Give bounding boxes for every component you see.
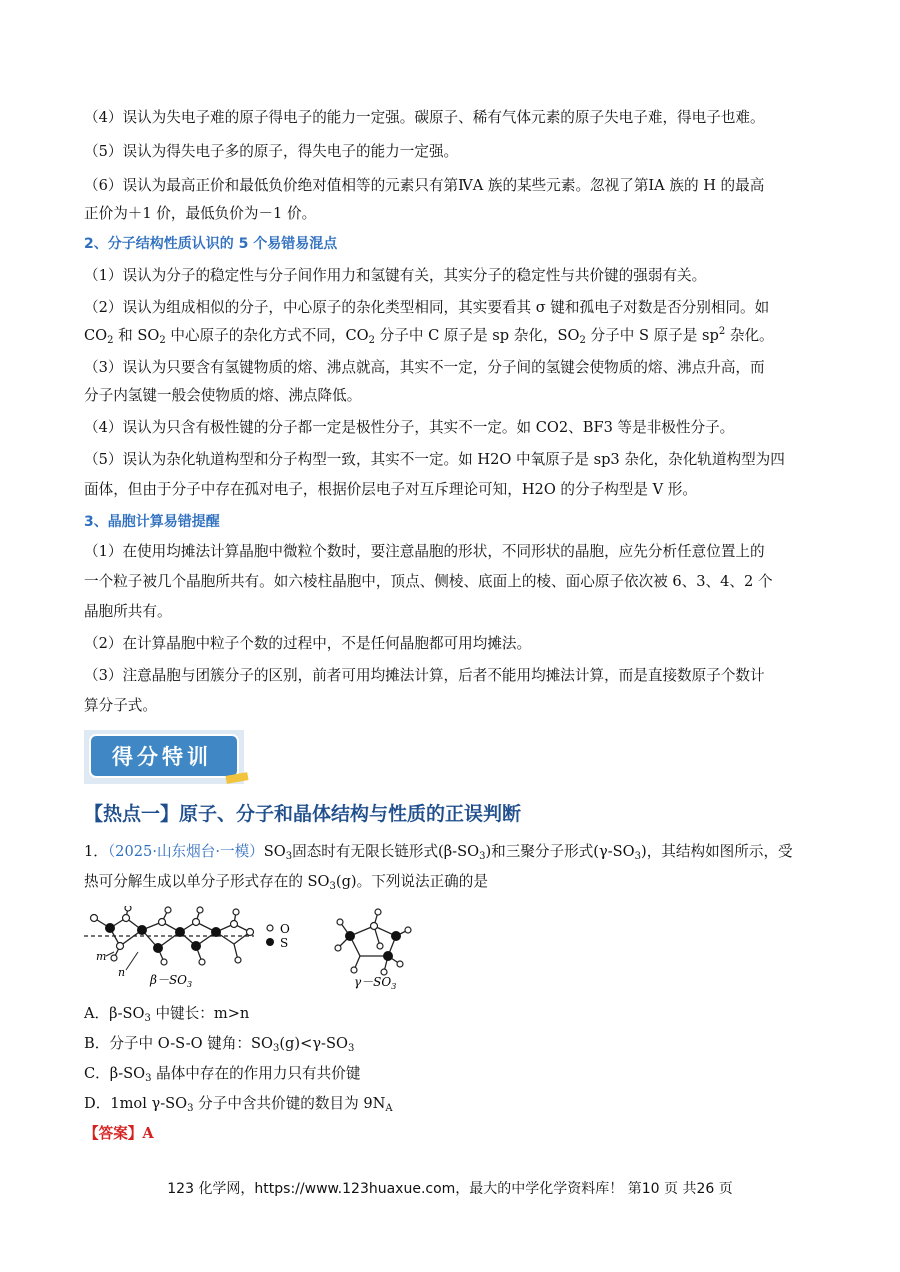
arrow-n: [126, 952, 138, 970]
mistake-item-4: （4）误认为失电子难的原子得电子的能力一定强。碳原子、稀有气体元素的原子失电子难，得电子也难。: [84, 109, 765, 126]
section-2-item-3-line1: （3）误认为只要含有氢键物质的熔、沸点就高，其实不一定，分子间的氢键会使物质的熔、沸点升高，而: [84, 359, 765, 376]
hotspot-title: 【热点一】原子、分子和晶体结构与性质的正误判断: [84, 803, 522, 825]
section-3-item-3-line1: （3）注意晶胞与团簇分子的区别，前者可用均摊法计算，后者不能用均摊法计算，而是直接数原子个数计: [84, 667, 765, 684]
section-3-item-1-line1: （1）在使用均摊法计算晶胞中微粒个数时，要注意晶胞的形状，不同形状的晶胞，应先分析任意位置上的: [84, 543, 765, 560]
mistake-item-6-line2: 正价为＋1 价，最低负价为－1 价。: [84, 205, 317, 222]
section-2-item-2-line1: （2）误认为组成相似的分子，中心原子的杂化类型相同，其实要看其 σ 键和孤电子对数是否分别相同。如: [84, 299, 770, 316]
section-3-item-1-line3: 晶胞所共有。: [84, 603, 172, 620]
legend-s-label: S: [280, 936, 289, 950]
so3-structure-figure: [84, 906, 424, 990]
answer-line: [84, 1124, 824, 1144]
chain-upper: [94, 918, 250, 932]
option-b: B．分子中 O-S-O 键角：$SO_3(g)<\gamma-SO_3$: [84, 1035, 355, 1054]
question-1-stem-line2: 热可分解生成以单分子形式存在的 $SO_3(g)$。下列说法正确的是: [84, 873, 488, 892]
section-2-item-3-line2: 分子内氢键一般会使物质的熔、沸点降低。: [84, 387, 362, 404]
score-training-banner: [84, 730, 250, 784]
section-3-item-3-line2: 算分子式。: [84, 697, 157, 714]
option-d: D．1mol $\gamma-SO_3$ 分子中含共价键的数目为 $9N_A$: [84, 1095, 393, 1114]
answer-label: 【答案】: [84, 1125, 143, 1142]
section-3-title: 3、晶胞计算易错提醒: [84, 514, 220, 530]
question-source: （2025·山东烟台·一模）: [107, 843, 264, 860]
question-1-stem-line1: 1．（2025·山东烟台·一模）$SO_3$固态时有无限长链形式$(\beta-SO_3)$和三聚分子形式$(\gamma-SO_3)$，其结构如图所示，受: [84, 843, 793, 862]
beta-so3-label: $\beta-SO_3$: [150, 973, 193, 989]
page-footer: 123 化学网，https://www.123huaxue.com，最大的中学化学资料库！ 第10 页 共26 页: [167, 1181, 733, 1197]
gamma-oxygen-atoms: [335, 909, 411, 975]
section-2-item-1: （1）误认为分子的稳定性与分子间作用力和氢键有关，其实分子的稳定性与共价键的强弱有关。: [84, 267, 707, 284]
option-c: C．$\beta-SO_3$ 晶体中存在的作用力只有共价键: [84, 1065, 361, 1084]
figure-legend: [266, 922, 290, 950]
legend-o-label: O: [280, 922, 290, 936]
answer-value: A: [142, 1125, 154, 1142]
oxygen-legend-icon: [267, 925, 273, 931]
section-3-item-2: （2）在计算晶胞中粒子个数的过程中，不是任何晶胞都可用均摊法。: [84, 635, 532, 652]
section-2-title: 2、分子结构性质认识的 5 个易错易混点: [84, 236, 338, 252]
section-2-item-2-line2: $CO_2$ 和 $SO_2$ 中心原子的杂化方式不同，$CO_2$ 分子中 C 原子是 sp 杂化，$SO_2$ 分子中 S 原子是 $sp^2$ 杂化。: [84, 326, 774, 346]
section-2-item-5-line2: 面体，但由于分子中存在孤对电子，根据价层电子对互斥理论可知，H2O 的分子构型是 V 形。: [84, 481, 697, 498]
section-2-item-4: （4）误认为只含有极性键的分子都一定是极性分子，其实不一定。如 CO2、BF3 等是非极性分子。: [84, 419, 735, 436]
sulfur-legend-icon: [266, 938, 274, 946]
section-3-item-1-line2: 一个粒子被几个晶胞所共有。如六棱柱晶胞中，顶点、侧棱、底面上的棱、面心原子依次被 6、3、4、2 个: [84, 573, 773, 590]
bond-label-n: n: [118, 966, 126, 979]
mistake-item-5: （5）误认为得失电子多的原子，得失电子的能力一定强。: [84, 143, 459, 160]
banner-label: 得分特训: [112, 745, 212, 769]
option-a: A．$\beta-SO_3$ 中键长：m>n: [84, 1005, 250, 1024]
bond-label-m: m: [96, 950, 107, 963]
mistake-item-6-line1: （6）误认为最高正价和最低负价绝对值相等的元素只有第ⅣA 族的某些元素。忽视了第ⅠA 族的 H 的最高: [84, 177, 765, 194]
gamma-so3-label: $\gamma-SO_3$: [354, 975, 397, 990]
section-2-item-5-line1: （5）误认为杂化轨道构型和分子构型一致，其实不一定。如 H2O 中氧原子是 sp3 杂化，杂化轨道构型为四: [84, 451, 785, 468]
